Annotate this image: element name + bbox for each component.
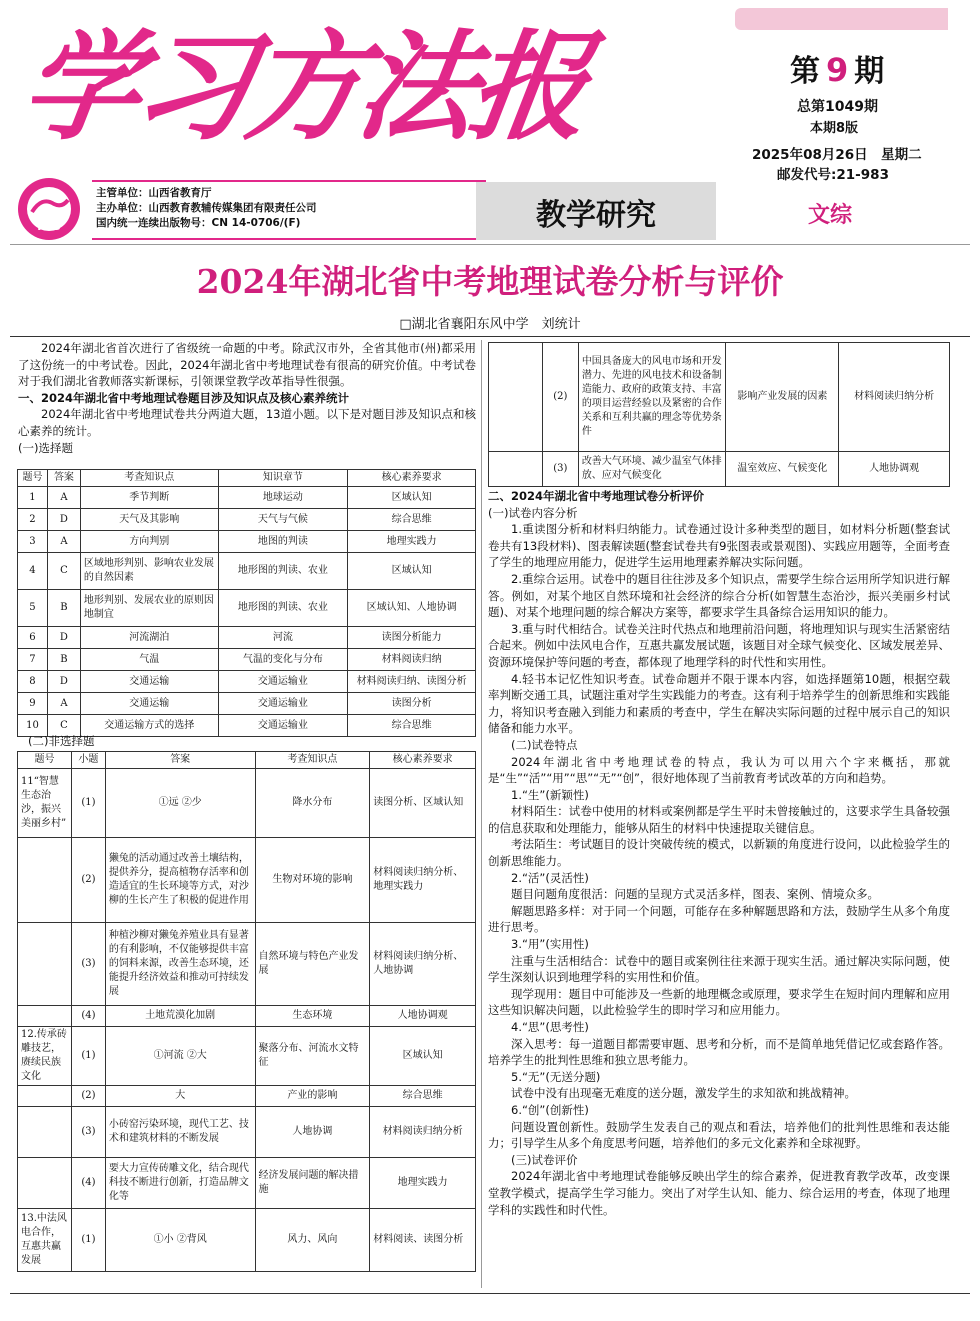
table-row [18,627,476,649]
table1-caption: (一)选择题 [18,440,73,455]
publisher-sponsor: 主办单位：山西教育教辅传媒集团有限责任公司 [96,202,317,214]
headline-divider [10,336,970,337]
table-cell: B [47,590,80,627]
table-cell: 地形图的判读、农业 [218,590,348,627]
table-cell: ①河流 ②大 [105,1027,255,1086]
paragraph: 解题思路多样：对于同一个问题，可能存在多种解题思路和方法，鼓励学生从多个角度进行思考。 [488,903,950,935]
table-cell: C [47,553,80,590]
paragraph: 深入思考：每一道题目都需要审题、思考和分析，而不是简单地凭借记忆或套路作答。培养学生的批判性思维和独立思考能力。 [488,1036,950,1068]
paragraph: 2024年湖北省中考地理试卷的特点，我认为可以用六个字来概括，那就是“生”“活”“用”“思”“无”“创”，很好地体现了当前教育考试改革的方向和趋势。 [488,754,950,786]
paragraph: 材料陌生：试卷中使用的材料或案例都是学生平时未曾接触过的，这要求学生具备较强的信息获取和处理能力，能够从陌生的材料中快速提取关键信息。 [488,804,950,835]
table-row [18,693,476,715]
table-row [18,1158,476,1209]
table-cell: 地理实践力 [370,1158,476,1209]
table-header-cell: 考查知识点 [80,470,218,487]
subsection-features: (二)试卷特点 [511,737,578,752]
table-cell: 中国具备庞大的风电市场和开发潜力、先进的风电技术和设备制造能力、政府的政策支持、丰富的项目运营经验以及紧密的合作关系和互利共赢的理念等优势条件 [578,343,726,452]
table-cell: ①远 ②少 [105,769,255,838]
table-cell: 区域认知 [370,1027,476,1086]
table-cell [489,343,543,452]
page-count: 本期8版 [810,121,859,136]
issue-date: 2025年08月26日 星期二 [752,147,922,163]
table-cell: 3 [18,531,48,553]
feature-heading: 1.“生”(新颖性) [511,787,589,802]
table-row [18,923,476,1006]
table-cell: 综合思维 [348,715,476,737]
table-cell: 獭兔的活动通过改善土壤结构，提供养分，提高植物存活率和创造适宜的生长环境等方式，对沙柳的生长产生了积极的促进作用 [105,838,255,923]
table-cell: 人地协调 [255,1107,370,1158]
paragraph: 2.重综合运用。试卷中的题目往往涉及多个知识点，需要学生综合运用所学知识进行解答。例如，对某个地区自然环境和社会经济的综合分析(如智慧生态治沙，振兴美丽乡村试题)、对某个地理问题的综合解决方案等，都要求学生具备综合运用知识的能力。 [488,571,950,620]
newspaper-title: 学习方法报 [13,17,593,156]
feature-heading: 3.“用”(实用性) [511,937,589,952]
table-cell: 材料阅读、读图分析 [370,1209,476,1272]
table-header-cell: 核心素养要求 [370,752,476,769]
publisher-bottom-rule [92,238,486,240]
table-cell: 影响产业发展的因素 [726,343,839,452]
table-row [489,452,950,487]
feature-heading: 5.“无”(无送分题) [511,1069,601,1084]
table-cell: (4) [71,1158,105,1209]
table2-caption: (二)非选择题 [28,734,95,748]
table-header-cell: 核心素养要求 [348,470,476,487]
table-cell: 交通运输业 [218,693,348,715]
table-cell: 自然环境与特色产业发展 [255,923,370,1006]
table-row [18,1006,476,1027]
subsection-content-analysis: (一)试卷内容分析 [488,505,578,520]
table-cell [18,1107,72,1158]
table-row [18,487,476,509]
article-author: □湖北省襄阳东风中学 刘统计 [399,317,581,332]
table-row [18,838,476,923]
table-cell: 土地荒漠化加剧 [105,1006,255,1027]
table-cell: (4) [71,1006,105,1027]
non-choice-question-table [17,751,476,1272]
table-cell: 区域认知 [348,553,476,590]
table-row [18,1086,476,1107]
table-row [18,553,476,590]
publisher-info [96,186,317,231]
table-cell [18,1006,72,1027]
table-header-row [18,470,476,487]
table-row [18,531,476,553]
paragraph: 注重与生活相结合：试卷中的题目或案例往往来源于现实生活。通过解决实际问题，使学生深刻认识到地理学科的实用性和价值。 [488,953,950,985]
table-cell: (1) [71,769,105,838]
table-cell: 方向判别 [80,531,218,553]
table-cell: 交通运输业 [218,671,348,693]
table-cell: 10 [18,715,48,737]
table-cell: 河流湖泊 [80,627,218,649]
table-cell: 4 [18,553,48,590]
table-cell: 地形判别、发展农业的原则因地制宜 [80,590,218,627]
table-cell: 生态环境 [255,1006,370,1027]
table-header-cell: 小题 [71,752,105,769]
table-cell: 11“智慧生态治沙，振兴美丽乡村” [18,769,72,838]
table-row [18,671,476,693]
table-cell: 区域认知、人地协调 [348,590,476,627]
table-cell: 材料阅读归纳分析 [370,1107,476,1158]
table-cell: 区域认知 [348,487,476,509]
paragraph: 现学现用：题目中可能涉及一些新的地理概念或原理，要求学生在短时间内理解和应用这些知识解决问题，以此检验学生的即时学习和应用能力。 [488,986,950,1018]
issue-number: 9 [826,51,849,89]
table-header-cell: 答案 [47,470,80,487]
table-cell: 气温 [80,649,218,671]
table-cell: 7 [18,649,48,671]
column-divider [481,340,482,1288]
table-cell: 交通运输方式的选择 [80,715,218,737]
article-headline: 2024年湖北省中考地理试卷分析与评价 [196,262,784,301]
table-cell: 季节判断 [80,487,218,509]
table-header-cell: 答案 [105,752,255,769]
issue-suffix: 期 [854,54,885,89]
table-cell: 人地协调观 [839,452,950,487]
table-header-cell: 考查知识点 [255,752,370,769]
issue-prefix: 第 [790,54,820,89]
section1-paragraph: 2024年湖北省中考地理试卷共分两道大题，13道小题。以下是对题目涉及知识点和核心素养的统计。 [18,407,476,438]
choice-question-table [17,469,476,737]
table-cell: 材料阅读归纳 [348,649,476,671]
table-cell: 生物对环境的影响 [255,838,370,923]
table-cell: 地图的判读 [218,531,348,553]
table-header-cell: 题号 [18,752,72,769]
table-cell: A [47,531,80,553]
paragraph: 2024年湖北省中考地理试卷能够反映出学生的综合素养，促进教育教学改革，改变课堂教学模式，提高学生学习能力。突出了对学生认知、能力、综合运用的考查，体现了地理学科的实践性和时代性。 [488,1169,950,1217]
table-row [18,1107,476,1158]
table-cell: 读图分析 [348,693,476,715]
table-cell: 交通运输 [80,671,218,693]
table-cell: D [47,671,80,693]
table-header-cell: 题号 [18,470,48,487]
table-cell: 5 [18,590,48,627]
paragraph: 4.轻书本记忆性知识考查。试卷命题并不限于课本内容，如选择题第10题，根据空载率判断交通工具，试题注重对学生实践能力的考查。这有利于培养学生的创新思维和实践能力，将知识考查融入到能力和素质的考查中，学生在解决实际问题的过程中展示自己的知识储备和能力水平。 [488,671,950,736]
newspaper-logo [18,178,80,240]
table-cell: 温室效应、气候变化 [726,452,839,487]
table-cell: 综合思维 [370,1086,476,1107]
table-row [18,1027,476,1086]
page-bottom-rule [10,1293,970,1294]
table-cell: 交通运输 [80,693,218,715]
table-row [18,509,476,531]
table-cell: 地球运动 [218,487,348,509]
post-code: 邮发代号:21-983 [777,167,889,183]
left-column-intro [18,340,476,456]
table-cell: A [47,487,80,509]
table-cell [18,923,72,1006]
table-row [18,649,476,671]
table-header-cell: 知识章节 [218,470,348,487]
table-cell: 材料阅读归纳、读图分析 [348,671,476,693]
table-cell: 天气及其影响 [80,509,218,531]
table-cell: 2 [18,509,48,531]
paragraph: 1.重读图分析和材料归纳能力。试卷通过设计多种类型的题目，如材料分析题(整套试卷共有13段材料)、图表解读题(整套试卷共有9张图表或景观图)、实践应用题等，全面考查了学生的地理应用能力，促进学生运用地理素养解决实际问题。 [488,522,950,570]
table-cell: 聚落分布、河流水文特征 [255,1027,370,1086]
intro-paragraph: 2024年湖北省首次进行了省级统一命题的中考。除武汉市外，全省其他市(州)都采用了这份统一的中考试卷。因此，2024年湖北省中考地理试卷有很高的研究价值。中考试卷对于我们湖北省教师落实新课标，引领课堂教学改革指导性很强。 [18,341,476,389]
publisher-top-rule [92,180,486,182]
table-cell: 大 [105,1086,255,1107]
table-cell: 风力、风向 [255,1209,370,1272]
table-cell [18,1086,72,1107]
table-cell: (2) [71,1086,105,1107]
table-cell: 人地协调观 [370,1006,476,1027]
masthead-accent-bar [735,8,948,30]
table-cell: B [47,649,80,671]
table-cell: (3) [71,923,105,1006]
table-cell: 气温的变化与分布 [218,649,348,671]
paragraph: 问题设置创新性。鼓励学生发表自己的观点和看法，培养他们的批判性思维和表达能力；引导学生从多个角度思考问题，培养他们的多元文化素养和全球视野。 [488,1119,950,1151]
paragraph: 试卷中没有出现毫无难度的送分题，激发学生的求知欲和挑战精神。 [511,1086,856,1101]
table-row [18,769,476,838]
table-cell [18,838,72,923]
table-cell: 降水分布 [255,769,370,838]
table-cell [489,452,543,487]
table-cell: 河流 [218,627,348,649]
table-cell: (2) [542,343,578,452]
total-issue: 总第1049期 [797,99,878,115]
table-cell: 交通运输业 [218,715,348,737]
table-header-row [18,752,476,769]
feature-heading: 6.“创”(创新性) [511,1102,589,1117]
table-cell: 改善大气环境、减少温室气体排放、应对气候变化 [578,452,726,487]
table-row [489,343,950,452]
table-cell: 种植沙柳对獭兔养殖业具有显著的有利影响，不仅能够提供丰富的饲料来源，改善生态环境，还能提升经济效益和推动可持续发展 [105,923,255,1006]
section2-title: 二、2024年湖北省中考地理试卷分析评价 [488,489,705,503]
table-cell: 12.传承砖雕技艺，赓续民族文化 [18,1027,72,1086]
publisher-serial-number: 国内统一连续出版物号：CN 14-0706/(F) [96,217,301,229]
table-cell: 产业的影响 [255,1086,370,1107]
right-column-body [488,488,950,1218]
table-cell: 材料阅读归纳分析 [839,343,950,452]
table-cell [18,1158,72,1209]
header-divider [10,244,970,245]
table-cell: 经济发展问题的解决措施 [255,1158,370,1209]
table-cell: (3) [542,452,578,487]
table-cell: 地形图的判读、农业 [218,553,348,590]
table-cell: 13.中法风电合作，互惠共赢发展 [18,1209,72,1272]
paragraph: 考法陌生：考试题目的设计突破传统的模式，以新颖的角度进行设问，以此检验学生的创新思维能力。 [488,837,950,869]
table-cell: 材料阅读归纳分析、地理实践力 [370,838,476,923]
table-cell: 要大力宣传砖雕文化，结合现代科技不断进行创新，打造品牌文化等 [105,1158,255,1209]
feature-heading: 4.“思”(思考性) [511,1020,589,1034]
section1-title: 一、2024年湖北省中考地理试卷题目涉及知识点及核心素养统计 [18,390,350,405]
table-cell: (3) [71,1107,105,1158]
table-cell: 地理实践力 [348,531,476,553]
table-cell: (1) [71,1209,105,1272]
table-cell: D [47,509,80,531]
subject-label: 文综 [808,203,853,228]
subsection-evaluation: (三)试卷评价 [511,1152,578,1167]
non-choice-question-table-continued [488,342,950,487]
table-cell: A [47,693,80,715]
feature-heading: 2.“活”(灵活性) [511,870,589,885]
issue-number-line [790,46,884,90]
table-row [18,1209,476,1272]
table-cell: 6 [18,627,48,649]
table-cell: 综合思维 [348,509,476,531]
table-cell: 9 [18,693,48,715]
table-cell: 区域地形判别、影响农业发展的自然因素 [80,553,218,590]
table-cell: (1) [71,1027,105,1086]
table-cell: 读图分析、区域认知 [370,769,476,838]
table-cell: 天气与气候 [218,509,348,531]
paragraph: 题目问题角度很活：问题的呈现方式灵活多样，图表、案例、情境众多。 [511,887,879,902]
table-cell: 读图分析能力 [348,627,476,649]
section-title: 教学研究 [536,198,656,233]
table-cell: 材料阅读归纳分析、人地协调 [370,923,476,1006]
table-cell: C [47,715,80,737]
table-cell: 8 [18,671,48,693]
table-cell: D [47,627,80,649]
table-row [18,590,476,627]
table-cell: (2) [71,838,105,923]
table-cell: 1 [18,487,48,509]
paragraph: 3.重与时代相结合。试卷关注时代热点和地理前沿问题，将地理知识与现实生活紧密结合起来。例如中法风电合作，互惠共赢发展试题，该题目对全球气候变化、区域发展差异、资源环境保护等问题的考查，都体现了地理学科的时代性和实用性。 [488,621,950,669]
table-cell: 小砖窑污染环境，现代工艺、技术和建筑材料的不断发展 [105,1107,255,1158]
logo-mark: FFB [37,220,61,233]
table-cell: ①小 ②背风 [105,1209,255,1272]
publisher-supervisor: 主管单位：山西省教育厅 [96,187,212,199]
